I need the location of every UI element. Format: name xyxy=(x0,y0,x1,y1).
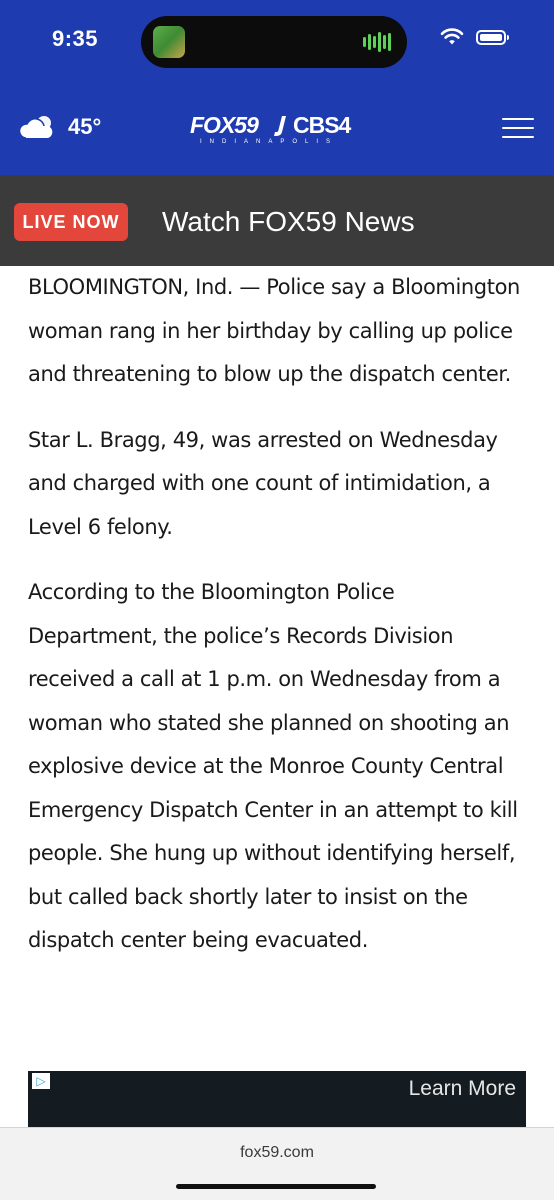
logo-subtitle: INDIANAPOLIS xyxy=(200,139,339,145)
article-paragraph: According to the Bloomington Police Department, the police’s Records Division received a call at 1 p.m. on Wednesday from a woman who stated she planned on shooting an explosive device at the Monroe County Central Emergency Dispatch Center in an attempt to kill people. She hung up without identifying herself, but called back shortly later to insist on the dispatch center being evacuated. xyxy=(28,580,518,952)
top-header-background xyxy=(0,0,554,175)
hamburger-menu-icon[interactable] xyxy=(502,118,534,140)
temperature: 45° xyxy=(68,114,102,139)
site-header xyxy=(0,84,554,175)
weather-widget[interactable] xyxy=(18,114,101,140)
app-thumbnail-icon xyxy=(153,26,185,58)
status-time: 9:35 xyxy=(52,26,99,51)
status-bar xyxy=(0,0,554,84)
ad-learn-more-button[interactable]: Learn More xyxy=(408,1077,516,1100)
wifi-icon xyxy=(440,28,464,46)
logo-fox59: FOX59 xyxy=(190,112,258,138)
status-icons xyxy=(440,28,506,46)
live-now-badge[interactable]: LIVE NOW xyxy=(14,203,128,241)
adchoices-icon[interactable]: ▷ xyxy=(32,1073,50,1089)
dynamic-island[interactable] xyxy=(141,16,407,68)
article-paragraph: BLOOMINGTON, Ind. — Police say a Bloomington woman rang in her birthday by calling up police and threatening to blow up the dispatch center. xyxy=(28,275,520,386)
battery-icon xyxy=(476,30,506,45)
live-now-bar[interactable] xyxy=(0,175,554,266)
home-indicator[interactable] xyxy=(176,1184,376,1189)
site-logo[interactable] xyxy=(190,112,365,146)
article-body xyxy=(28,266,528,985)
logo-divider-icon xyxy=(272,115,288,137)
logo-cbs4: CBS4 xyxy=(293,112,351,138)
cloud-sun-icon xyxy=(18,114,58,140)
live-stream-title[interactable]: Watch FOX59 News xyxy=(162,206,415,237)
url-text[interactable]: fox59.com xyxy=(240,1144,314,1161)
article-paragraph: Star L. Bragg, 49, was arrested on Wednesday and charged with one count of intimidation, a Level 6 felony. xyxy=(28,427,498,539)
advertisement-banner[interactable] xyxy=(28,1071,526,1131)
browser-url-bar[interactable] xyxy=(0,1127,554,1200)
audio-waveform-icon xyxy=(363,31,393,53)
